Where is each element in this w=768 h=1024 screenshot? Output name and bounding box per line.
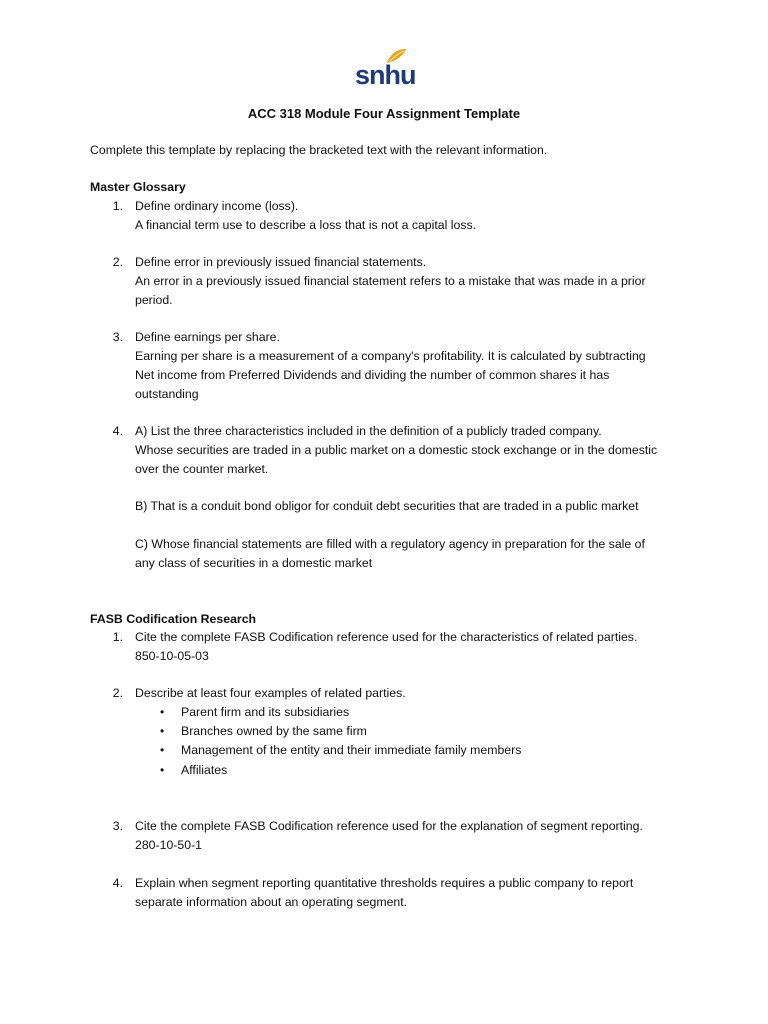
answer-text: outstanding — [135, 387, 199, 401]
answer-text: separate information about an operating segment. — [135, 895, 408, 909]
answer-text: Earning per share is a measurement of a company's profitability. It is calculated by subtracting — [135, 349, 646, 363]
bullet-icon: • — [160, 705, 165, 719]
question-text: Cite the complete FASB Codification reference used for the characteristics of related parties. — [135, 630, 638, 644]
item-number: 2. — [112, 255, 123, 269]
answer-text: An error in a previously issued financial statement refers to a mistake that was made in a prior — [135, 274, 646, 288]
item-number: 2. — [112, 686, 123, 700]
question-text: Cite the complete FASB Codification reference used for the explanation of segment reporting. — [135, 819, 643, 833]
list-item: Parent firm and its subsidiaries — [181, 705, 350, 719]
answer-text-part-c: C) Whose financial statements are filled with a regulatory agency in preparation for the sale of — [135, 537, 645, 551]
intro-text: Complete this template by replacing the bracketed text with the relevant information. — [90, 143, 548, 157]
list-item: Branches owned by the same firm — [181, 724, 367, 738]
bullet-icon: • — [160, 743, 165, 757]
answer-text: 280-10-50-1 — [135, 838, 202, 852]
bullet-icon: • — [160, 724, 165, 738]
answer-text: A financial term use to describe a loss that is not a capital loss. — [135, 218, 477, 232]
bullet-icon: • — [160, 763, 165, 777]
answer-text: Net income from Preferred Dividends and dividing the number of common shares it has — [135, 368, 610, 382]
answer-text-part-c: any class of securities in a domestic market — [135, 556, 373, 570]
answer-text-part-b: B) That is a conduit bond obligor for conduit debt securities that are traded in a public market — [135, 499, 639, 513]
logo-text: snhu — [355, 60, 416, 90]
section-heading-master-glossary: Master Glossary — [90, 180, 186, 194]
answer-text: Whose securities are traded in a public market on a domestic stock exchange or in the domestic — [135, 443, 658, 457]
answer-text: over the counter market. — [135, 462, 269, 476]
question-text: Explain when segment reporting quantitative thresholds requires a public company to report — [135, 876, 634, 890]
page-title: ACC 318 Module Four Assignment Template — [247, 106, 521, 121]
list-item: Affiliates — [181, 763, 228, 777]
item-number: 3. — [112, 819, 123, 833]
question-text: A) List the three characteristics included in the definition of a publicly traded company. — [135, 424, 602, 438]
item-number: 4. — [112, 876, 123, 890]
question-text: Define error in previously issued financial statements. — [135, 255, 427, 269]
snhu-logo — [355, 48, 416, 90]
question-text: Define ordinary income (loss). — [135, 199, 299, 213]
item-number: 3. — [112, 330, 123, 344]
answer-text: 850-10-05-03 — [135, 649, 209, 663]
item-number: 1. — [112, 630, 123, 644]
section-heading-fasb: FASB Codification Research — [90, 612, 257, 626]
answer-text: period. — [135, 293, 173, 307]
question-text: Define earnings per share. — [135, 330, 280, 344]
list-item: Management of the entity and their immediate family members — [181, 743, 522, 757]
question-text: Describe at least four examples of related parties. — [135, 686, 406, 700]
item-number: 4. — [112, 424, 123, 438]
item-number: 1. — [112, 199, 123, 213]
